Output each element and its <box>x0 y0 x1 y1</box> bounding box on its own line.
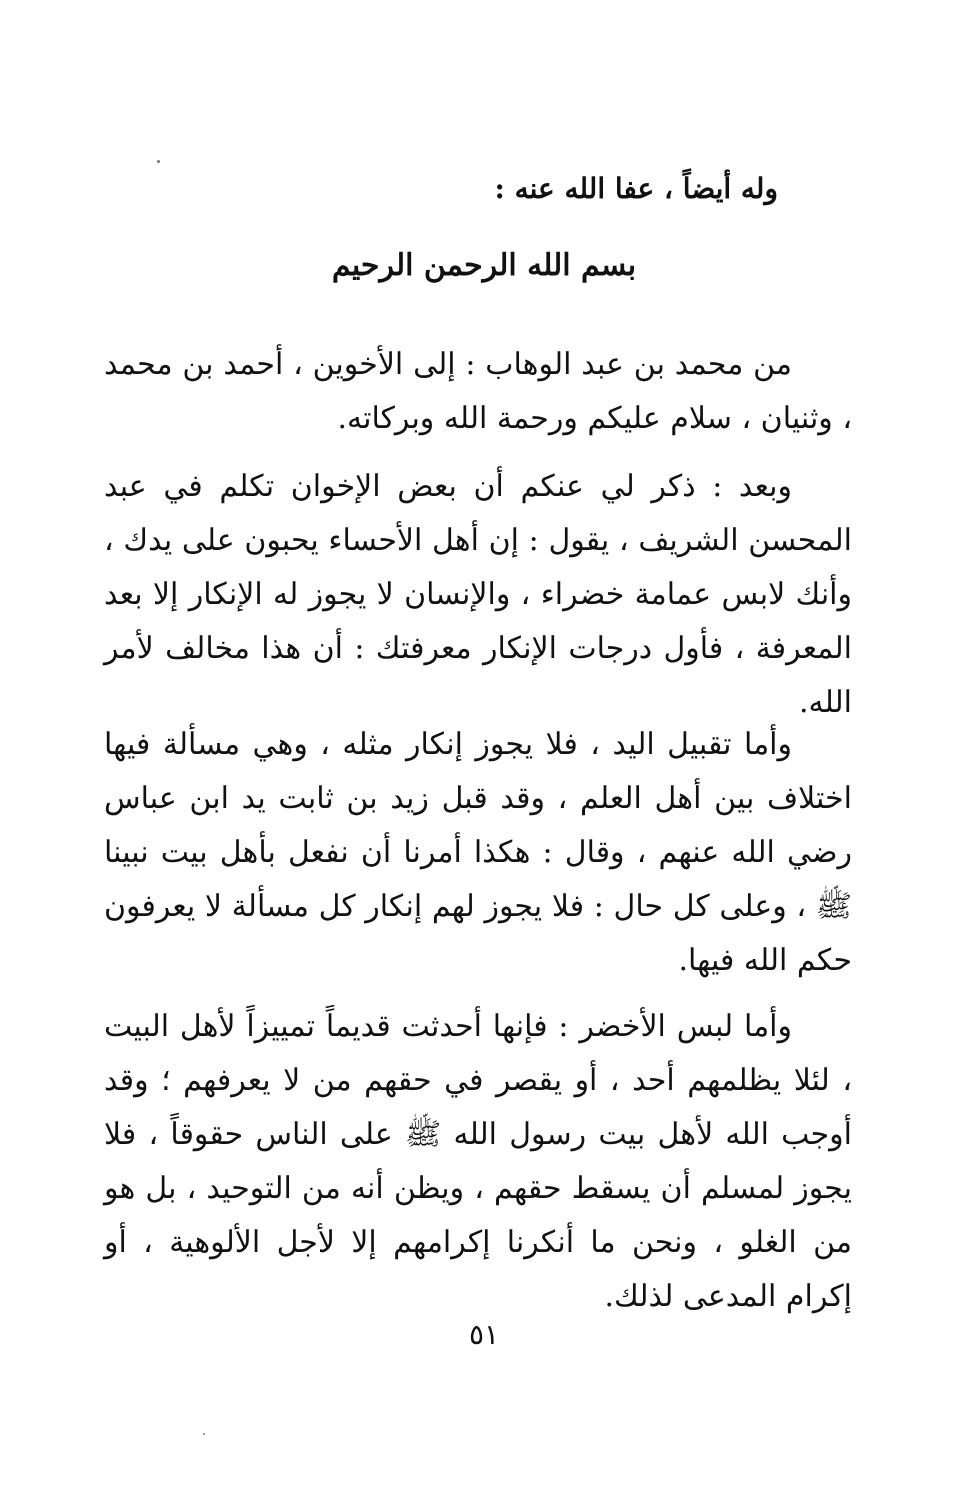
paragraph-text: من محمد بن عبد الوهاب : إلى الأخوين ، أحمد بن محمد ، وثنيان ، سلام عليكم ورحمة الله وبركاته. <box>104 347 852 436</box>
paragraph-text: وبعد : ذكر لي عنكم أن بعض الإخوان تكلم في عبد المحسن الشريف ، يقول : إن أهل الأحساء يحبون على يدك ، وأنك لابس عمامة خضراء ، والإنسان لا يجوز له الإنكار إلا بعد المعرفة ، فأول درجات الإنكار معرفتك : أن هذا مخالف لأمر الله. <box>104 469 852 720</box>
scan-speck <box>157 160 160 163</box>
paragraph-green-clothing <box>104 1000 852 1324</box>
letter-heading: وله أيضاً ، عفا الله عنه : <box>494 172 778 205</box>
paragraph-text: وأما لبس الأخضر : فإنها أحدثت قديماً تمييزاً لأهل البيت ، لئلا يظلمهم أحد ، أو يقصر في حقهم من لا يعرفهم ؛ وقد أوجب الله لأهل بيت رسول الله ﷺ على الناس حقوقاً ، فلا يجوز لمسلم أن يسقط حقهم ، ويظن أنه من التوحيد ، بل هو من الغلو ، ونحن ما أنكرنا إكرامهم إلا لأجل الألوهية ، أو إكرام المدعى لذلك. <box>104 1009 852 1314</box>
paragraph-text: وأما تقبيل اليد ، فلا يجوز إنكار مثله ، وهي مسألة فيها اختلاف بين أهل العلم ، وقد قبل زيد بن ثابت يد ابن عباس رضي الله عنهم ، وقال : هكذا أمرنا أن نفعل بأهل بيت نبينا ﷺ ، وعلى كل حال : فلا يجوز لهم إنكار كل مسألة لا يعرفون حكم الله فيها. <box>104 727 852 978</box>
paragraph-kissing-hand <box>104 718 852 988</box>
paragraph-greeting <box>104 338 852 446</box>
scan-speck <box>203 1433 205 1435</box>
page-number: ٥١ <box>468 1318 500 1351</box>
paragraph-report <box>104 460 852 730</box>
basmala-calligraphy: بسم الله الرحمن الرحيم <box>331 248 637 283</box>
